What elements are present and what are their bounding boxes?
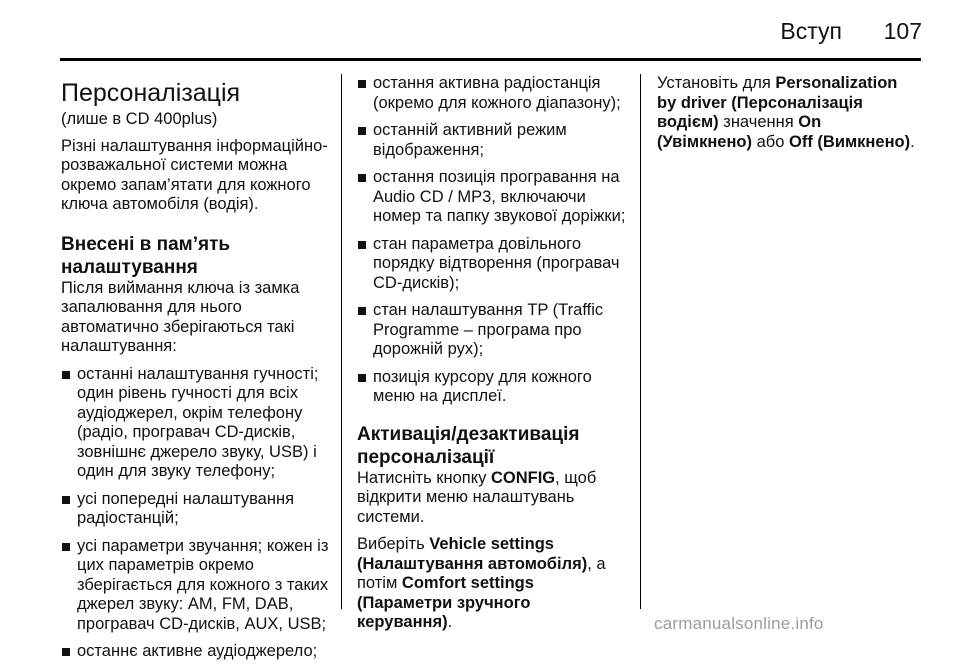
section-title-personalization: Персоналізація xyxy=(61,79,241,107)
stored-settings-list xyxy=(61,365,329,662)
intro-paragraph: Різні налаштування інформаційно-розважальної системи можна окремо запам’ятати для кожного ключа автомобіля (водія). xyxy=(61,136,328,213)
list-item: останнє активне аудіоджерело; xyxy=(61,642,329,662)
section-subtitle: (лише в CD 400plus) xyxy=(61,110,218,128)
personalization-setting-paragraph: Установіть для Personalization by driver (Персоналізація водієм) значення On (Увімкнено) або Off (Вимкнено). xyxy=(657,74,915,151)
list-item: остання активна радіостанція (окремо для кожного діапазону); xyxy=(357,74,627,113)
watermark: carmanualsonline.info xyxy=(654,614,824,633)
personalization-option-name: Personalization by driver (Персоналізація водієм) xyxy=(657,74,898,131)
vehicle-settings-menu-name: Vehicle settings (Налаштування автомобіля) xyxy=(357,535,588,573)
subsection-title-stored-settings: Внесені в пам’ять налаштування xyxy=(61,233,231,278)
config-button-name: CONFIG xyxy=(490,468,556,487)
column-1 xyxy=(61,74,329,670)
chapter-title: Вступ xyxy=(780,18,842,44)
list-item: стан параметра довільного порядку відтворення (програвач CD-дисків); xyxy=(357,235,627,294)
list-item: усі попередні налаштування радіостанцій; xyxy=(61,490,329,529)
comfort-settings-menu-name: Comfort settings (Параметри зручного керування) xyxy=(357,574,534,631)
column-divider xyxy=(640,74,641,609)
list-item: позиція курсору для кожного меню на дисплеї. xyxy=(357,368,627,407)
stored-settings-list-continued xyxy=(357,74,627,407)
column-2 xyxy=(357,74,627,641)
list-item: останні налаштування гучності; один рівень гучності для всіх аудіоджерел, окрім телефону (радіо, програвач CD-дисків, зовнішнє джерело звуку, USB) і один для звуку телефону; xyxy=(61,365,329,482)
list-item: усі параметри звучання; кожен із цих параметрів окремо зберігається для кожного з таких джерел звуку: AM, FM, DAB, програвач CD-дисків, AUX, USB; xyxy=(61,537,329,635)
list-item: остання позиція програвання на Audio CD / MP3, включаючи номер та папку звукової доріжки; xyxy=(357,168,627,227)
page-header xyxy=(0,0,960,60)
page-number: 107 xyxy=(883,18,922,44)
subsection-title-activation: Активація/дезактивація персоналізації xyxy=(357,423,580,468)
header-rule xyxy=(60,58,921,61)
list-item: останній активний режим відображення; xyxy=(357,121,627,160)
select-paragraph: Виберіть Vehicle settings (Налаштування автомобіля), а потім Comfort settings (Параметри зручного керування). xyxy=(357,535,606,631)
off-value: Off (Вимкнено) xyxy=(789,132,911,151)
column-3 xyxy=(657,74,919,160)
config-paragraph: Натисніть кнопку CONFIG, щоб відкрити меню налаштувань системи. xyxy=(357,468,597,526)
list-item: стан налаштування TP (Traffic Programme – програма про дорожній рух); xyxy=(357,301,627,360)
stored-settings-paragraph: Після виймання ключа із замка запалювання для нього автоматично зберігаються такі налаштування: xyxy=(61,278,300,355)
on-value: On (Увімкнено) xyxy=(657,113,822,151)
column-divider xyxy=(341,74,342,609)
